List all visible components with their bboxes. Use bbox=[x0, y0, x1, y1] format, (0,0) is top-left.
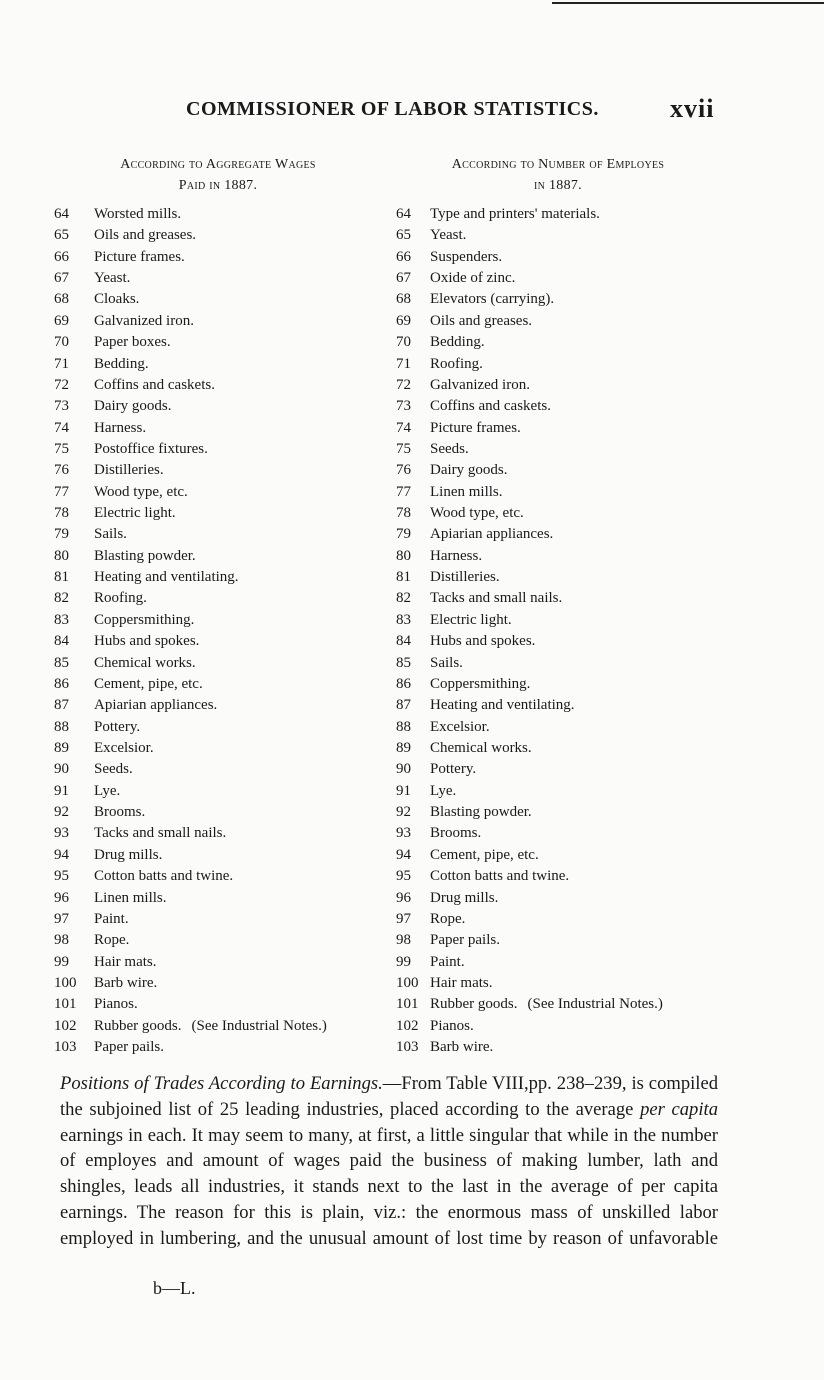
industry-name: Lye. bbox=[94, 782, 121, 799]
list-item bbox=[396, 1016, 726, 1037]
list-item bbox=[396, 332, 726, 353]
left-column-heading bbox=[68, 154, 368, 196]
signature-mark: b—L. bbox=[153, 1278, 196, 1298]
list-item bbox=[54, 845, 384, 866]
rank-number: 86 bbox=[396, 675, 411, 692]
list-item bbox=[396, 952, 726, 973]
rank-number: 103 bbox=[396, 1039, 419, 1056]
industry-name: Postoffice fixtures. bbox=[94, 440, 208, 457]
rank-number: 66 bbox=[54, 248, 69, 265]
industry-name: Type and printers' materials. bbox=[430, 206, 600, 222]
list-item bbox=[396, 631, 726, 652]
industry-name: Electric light. bbox=[430, 611, 512, 628]
industry-name: Elevators (carrying). bbox=[430, 291, 555, 308]
list-item bbox=[396, 268, 726, 289]
rank-number: 64 bbox=[54, 206, 69, 222]
list-item bbox=[54, 524, 384, 545]
rank-number: 81 bbox=[54, 569, 69, 586]
industry-name: Cotton batts and twine. bbox=[430, 868, 570, 885]
rank-number: 92 bbox=[396, 804, 411, 821]
list-item bbox=[396, 695, 726, 716]
top-rule bbox=[552, 2, 824, 4]
list-item bbox=[396, 375, 726, 396]
industry-name: Distilleries. bbox=[94, 462, 164, 479]
list-item bbox=[54, 973, 384, 994]
industry-name: Dairy goods. bbox=[430, 462, 508, 479]
rank-number: 66 bbox=[396, 248, 411, 265]
industry-name: Roofing. bbox=[430, 355, 483, 372]
industry-name: Apiarian appliances. bbox=[94, 697, 218, 714]
list-item bbox=[54, 674, 384, 695]
industry-name: Barb wire. bbox=[430, 1039, 494, 1056]
list-item bbox=[54, 396, 384, 417]
rank-number: 90 bbox=[54, 761, 69, 778]
paragraph-emphasis: per capita bbox=[640, 1098, 718, 1120]
list-item bbox=[54, 1037, 384, 1058]
rank-number: 98 bbox=[396, 932, 411, 949]
rank-number: 85 bbox=[54, 654, 69, 671]
industry-name: Lye. bbox=[430, 782, 457, 799]
rank-number: 71 bbox=[54, 355, 69, 372]
rank-number: 64 bbox=[396, 206, 411, 222]
industry-note: (See Industrial Notes.) bbox=[191, 1017, 327, 1034]
list-item bbox=[54, 225, 384, 246]
list-item bbox=[54, 631, 384, 652]
rank-number: 69 bbox=[54, 312, 69, 329]
industry-name: Coppersmithing. bbox=[94, 611, 195, 628]
industry-name: Paint. bbox=[94, 910, 129, 927]
list-item bbox=[396, 738, 726, 759]
rank-number: 77 bbox=[396, 483, 411, 500]
list-item bbox=[396, 289, 726, 310]
list-item bbox=[54, 653, 384, 674]
industry-name: Yeast. bbox=[94, 270, 131, 287]
list-item bbox=[54, 781, 384, 802]
list-item bbox=[54, 247, 384, 268]
list-item bbox=[396, 460, 726, 481]
rank-number: 98 bbox=[54, 932, 69, 949]
list-item bbox=[54, 588, 384, 609]
list-item bbox=[54, 375, 384, 396]
industry-name: Linen mills. bbox=[430, 483, 503, 500]
list-item bbox=[396, 674, 726, 695]
left-ranked-list bbox=[54, 204, 384, 1058]
rank-number: 67 bbox=[396, 270, 411, 287]
industry-name: Paper pails. bbox=[94, 1039, 164, 1056]
list-item bbox=[396, 439, 726, 460]
industry-name: Rubber goods. bbox=[94, 1017, 182, 1034]
rank-number: 83 bbox=[396, 611, 411, 628]
industry-name: Harness. bbox=[430, 547, 483, 564]
industry-name: Oils and greases. bbox=[430, 312, 533, 329]
rank-number: 74 bbox=[396, 419, 411, 436]
list-item bbox=[396, 866, 726, 887]
industry-name: Apiarian appliances. bbox=[430, 526, 554, 543]
industry-name: Yeast. bbox=[430, 227, 467, 244]
left-heading-line1: According to Aggregate Wages bbox=[120, 157, 316, 172]
industry-name: Hair mats. bbox=[94, 953, 157, 970]
rank-number: 101 bbox=[54, 996, 77, 1013]
list-item bbox=[54, 1016, 384, 1037]
industry-name: Suspenders. bbox=[430, 248, 503, 265]
industry-name: Cloaks. bbox=[94, 291, 140, 308]
body-paragraph bbox=[60, 1071, 718, 1252]
rank-number: 73 bbox=[396, 398, 411, 415]
list-item bbox=[54, 354, 384, 375]
industry-name: Linen mills. bbox=[94, 889, 167, 906]
rank-number: 89 bbox=[396, 739, 411, 756]
industry-name: Harness. bbox=[94, 419, 147, 436]
list-item bbox=[54, 610, 384, 631]
industry-name: Roofing. bbox=[94, 590, 147, 607]
list-item bbox=[396, 1037, 726, 1058]
rank-number: 75 bbox=[396, 440, 411, 457]
list-item bbox=[54, 503, 384, 524]
list-item bbox=[54, 930, 384, 951]
list-item bbox=[54, 311, 384, 332]
list-item bbox=[54, 888, 384, 909]
industry-name: Brooms. bbox=[430, 825, 482, 842]
list-item bbox=[396, 396, 726, 417]
rank-number: 70 bbox=[54, 334, 69, 351]
list-item bbox=[396, 225, 726, 246]
list-item bbox=[396, 759, 726, 780]
rank-number: 73 bbox=[54, 398, 69, 415]
industry-name: Blasting powder. bbox=[94, 547, 196, 564]
rank-number: 80 bbox=[396, 547, 411, 564]
industry-name: Tacks and small nails. bbox=[430, 590, 563, 607]
industry-name: Distilleries. bbox=[430, 569, 500, 586]
list-item bbox=[54, 738, 384, 759]
rank-number: 82 bbox=[396, 590, 411, 607]
industry-name: Pottery. bbox=[94, 718, 141, 735]
rank-number: 99 bbox=[396, 953, 411, 970]
rank-number: 76 bbox=[396, 462, 411, 479]
rank-number: 96 bbox=[396, 889, 411, 906]
rank-number: 100 bbox=[54, 974, 77, 991]
list-item bbox=[396, 546, 726, 567]
rank-number: 70 bbox=[396, 334, 411, 351]
list-item bbox=[54, 546, 384, 567]
rank-number: 99 bbox=[54, 953, 69, 970]
rank-number: 88 bbox=[396, 718, 411, 735]
rank-number: 86 bbox=[54, 675, 69, 692]
industry-name: Picture frames. bbox=[94, 248, 185, 265]
rank-number: 90 bbox=[396, 761, 411, 778]
rank-number: 67 bbox=[54, 270, 69, 287]
list-item bbox=[396, 802, 726, 823]
industry-name: Tacks and small nails. bbox=[94, 825, 227, 842]
rank-number: 78 bbox=[396, 505, 411, 522]
list-item bbox=[54, 909, 384, 930]
industry-name: Cement, pipe, etc. bbox=[430, 846, 539, 863]
industry-name: Cement, pipe, etc. bbox=[94, 675, 203, 692]
rank-number: 65 bbox=[54, 227, 69, 244]
rank-number: 68 bbox=[396, 291, 411, 308]
industry-name: Galvanized iron. bbox=[94, 312, 194, 329]
list-item bbox=[54, 823, 384, 844]
rank-number: 85 bbox=[396, 654, 411, 671]
industry-name: Sails. bbox=[94, 526, 127, 543]
list-item bbox=[54, 439, 384, 460]
rank-number: 103 bbox=[54, 1039, 77, 1056]
industry-name: Seeds. bbox=[430, 440, 469, 457]
rank-number: 94 bbox=[396, 846, 411, 863]
list-item bbox=[54, 802, 384, 823]
industry-name: Rubber goods. bbox=[430, 996, 518, 1013]
list-item bbox=[54, 268, 384, 289]
rank-number: 95 bbox=[54, 868, 69, 885]
rank-number: 87 bbox=[396, 697, 411, 714]
industry-name: Oils and greases. bbox=[94, 227, 197, 244]
industry-name: Drug mills. bbox=[430, 889, 499, 906]
industry-name: Wood type, etc. bbox=[430, 505, 524, 522]
industry-name: Barb wire. bbox=[94, 974, 158, 991]
right-heading-line1: According to Number of Employes bbox=[451, 157, 665, 172]
left-heading-line2: Paid in 1887. bbox=[178, 178, 258, 193]
list-item bbox=[54, 289, 384, 310]
rank-number: 101 bbox=[396, 996, 419, 1013]
paragraph-heading: Positions of Trades According to Earnings. bbox=[60, 1073, 383, 1094]
list-item bbox=[54, 759, 384, 780]
industry-name: Paper pails. bbox=[430, 932, 500, 949]
paragraph-text-part2: earnings in each. It may seem to many, at first, a little singular that while in the number of employes and amount of wages paid the business of making lumber, lath and shingles, leads all industries, it stands next to the last in the average of per capita earnings. The reason for this is plain, viz.: the enormous mass of unskilled labor employed in lumbering, and the unusual amount of lost time by reason of unfavorable bbox=[60, 1124, 718, 1249]
rank-number: 68 bbox=[54, 291, 69, 308]
list-item bbox=[396, 503, 726, 524]
list-item bbox=[396, 823, 726, 844]
industry-name: Rope. bbox=[430, 910, 466, 927]
industry-name: Hubs and spokes. bbox=[94, 633, 200, 650]
industry-name: Bedding. bbox=[430, 334, 485, 351]
rank-number: 74 bbox=[54, 419, 69, 436]
list-item bbox=[54, 418, 384, 439]
right-ranked-list bbox=[396, 204, 726, 1058]
rank-number: 102 bbox=[396, 1017, 419, 1034]
rank-number: 77 bbox=[54, 483, 69, 500]
list-item bbox=[396, 888, 726, 909]
rank-number: 93 bbox=[54, 825, 69, 842]
rank-number: 94 bbox=[54, 846, 69, 863]
rank-number: 84 bbox=[396, 633, 411, 650]
industry-name: Paper boxes. bbox=[94, 334, 171, 351]
industry-name: Blasting powder. bbox=[430, 804, 532, 821]
rank-number: 80 bbox=[54, 547, 69, 564]
rank-number: 69 bbox=[396, 312, 411, 329]
industry-name: Hubs and spokes. bbox=[430, 633, 536, 650]
list-item bbox=[54, 332, 384, 353]
list-item bbox=[396, 610, 726, 631]
industry-note: (See Industrial Notes.) bbox=[527, 996, 663, 1013]
industry-name: Oxide of zinc. bbox=[430, 270, 516, 287]
list-item bbox=[54, 866, 384, 887]
list-item bbox=[396, 354, 726, 375]
rank-number: 89 bbox=[54, 739, 69, 756]
list-item bbox=[54, 717, 384, 738]
industry-name: Paint. bbox=[430, 953, 465, 970]
industry-name: Excelsior. bbox=[94, 739, 154, 756]
page-header bbox=[0, 96, 824, 126]
industry-name: Pianos. bbox=[94, 996, 138, 1013]
industry-name: Picture frames. bbox=[430, 419, 521, 436]
list-item bbox=[396, 845, 726, 866]
list-item bbox=[396, 930, 726, 951]
rank-number: 95 bbox=[396, 868, 411, 885]
industry-name: Pottery. bbox=[430, 761, 477, 778]
list-item bbox=[54, 460, 384, 481]
industry-name: Cotton batts and twine. bbox=[94, 868, 234, 885]
industry-name: Chemical works. bbox=[430, 739, 532, 756]
industry-name: Dairy goods. bbox=[94, 398, 172, 415]
list-item bbox=[396, 588, 726, 609]
industry-name: Brooms. bbox=[94, 804, 146, 821]
list-item bbox=[396, 567, 726, 588]
industry-name: Wood type, etc. bbox=[94, 483, 188, 500]
rank-number: 97 bbox=[54, 910, 69, 927]
list-item bbox=[54, 567, 384, 588]
rank-number: 88 bbox=[54, 718, 69, 735]
list-item bbox=[396, 524, 726, 545]
list-item bbox=[396, 909, 726, 930]
page-title: COMMISSIONER OF LABOR STATISTICS. bbox=[186, 98, 599, 120]
industry-name: Sails. bbox=[430, 654, 463, 671]
rank-number: 72 bbox=[54, 376, 69, 393]
list-item bbox=[396, 204, 726, 225]
list-item bbox=[396, 247, 726, 268]
right-heading-line2: in 1887. bbox=[534, 178, 582, 193]
list-item bbox=[396, 717, 726, 738]
rank-number: 97 bbox=[396, 910, 411, 927]
industry-name: Galvanized iron. bbox=[430, 376, 530, 393]
rank-number: 92 bbox=[54, 804, 69, 821]
rank-number: 65 bbox=[396, 227, 411, 244]
industry-name: Heating and ventilating. bbox=[94, 569, 239, 586]
rank-number: 82 bbox=[54, 590, 69, 607]
industry-name: Electric light. bbox=[94, 505, 176, 522]
rank-number: 87 bbox=[54, 697, 69, 714]
rank-number: 83 bbox=[54, 611, 69, 628]
industry-name: Pianos. bbox=[430, 1017, 474, 1034]
list-item bbox=[396, 653, 726, 674]
right-column-heading bbox=[404, 154, 712, 196]
rank-number: 78 bbox=[54, 505, 69, 522]
rank-number: 84 bbox=[54, 633, 69, 650]
rank-number: 79 bbox=[54, 526, 69, 543]
rank-number: 79 bbox=[396, 526, 411, 543]
rank-number: 91 bbox=[396, 782, 411, 799]
list-item bbox=[54, 994, 384, 1015]
rank-number: 71 bbox=[396, 355, 411, 372]
industry-name: Rope. bbox=[94, 932, 130, 949]
list-item bbox=[54, 204, 384, 225]
industry-name: Coffins and caskets. bbox=[430, 398, 551, 415]
rank-number: 102 bbox=[54, 1017, 77, 1034]
industry-name: Coffins and caskets. bbox=[94, 376, 215, 393]
rank-number: 96 bbox=[54, 889, 69, 906]
list-item bbox=[396, 781, 726, 802]
rank-number: 91 bbox=[54, 782, 69, 799]
industry-name: Heating and ventilating. bbox=[430, 697, 575, 714]
rank-number: 72 bbox=[396, 376, 411, 393]
list-item bbox=[396, 994, 726, 1015]
list-item bbox=[54, 952, 384, 973]
industry-name: Seeds. bbox=[94, 761, 133, 778]
rank-number: 81 bbox=[396, 569, 411, 586]
page-number: xvii bbox=[670, 94, 715, 123]
industry-name: Drug mills. bbox=[94, 846, 163, 863]
list-item bbox=[54, 482, 384, 503]
rank-number: 93 bbox=[396, 825, 411, 842]
industry-name: Hair mats. bbox=[430, 974, 493, 991]
industry-name: Bedding. bbox=[94, 355, 149, 372]
list-item bbox=[396, 418, 726, 439]
industry-name: Worsted mills. bbox=[94, 206, 182, 222]
list-item bbox=[396, 973, 726, 994]
industry-name: Coppersmithing. bbox=[430, 675, 531, 692]
industry-name: Excelsior. bbox=[430, 718, 490, 735]
list-item bbox=[396, 482, 726, 503]
paragraph-text-part1: —From Table VIII,pp. 238–239, is compiled the subjoined list of 25 leading industries, placed according to the average bbox=[60, 1073, 719, 1120]
rank-number: 75 bbox=[54, 440, 69, 457]
list-item bbox=[396, 311, 726, 332]
rank-number: 100 bbox=[396, 974, 419, 991]
list-item bbox=[54, 695, 384, 716]
rank-number: 76 bbox=[54, 462, 69, 479]
industry-name: Chemical works. bbox=[94, 654, 196, 671]
